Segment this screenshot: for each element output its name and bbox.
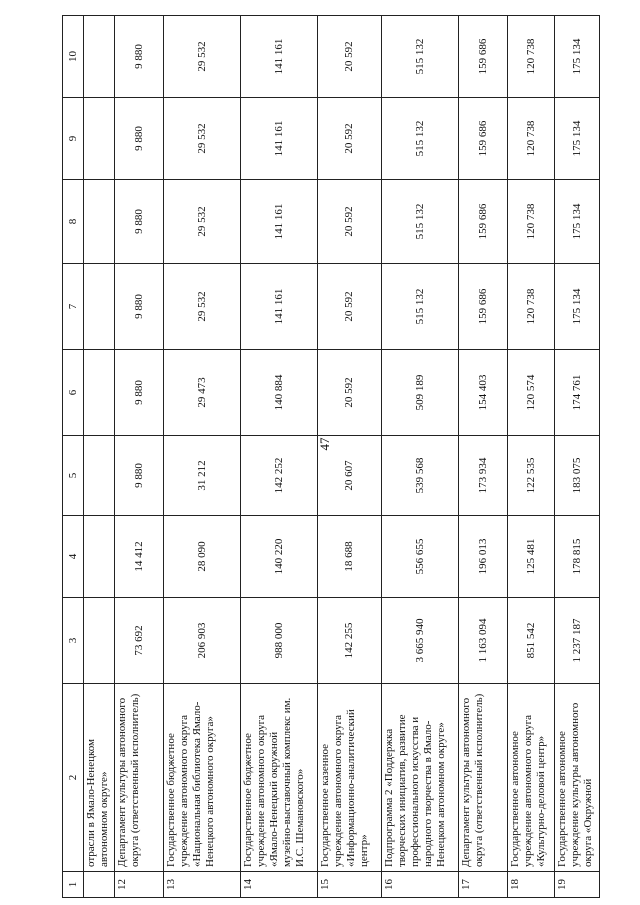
value-cell: 120 738 [508,98,555,180]
table-row [318,16,382,898]
value-cell: 175 134 [555,180,600,264]
row-number-cell: 18 [508,872,555,898]
value-cell: 556 655 [382,516,459,598]
header-cell: 4 [63,516,84,598]
value-cell: 159 686 [459,16,508,98]
value-cell: 140 220 [241,516,318,598]
table-row [84,16,115,898]
table-row [459,16,508,898]
table-row [382,16,459,898]
row-name-cell: отрасли в Ямало-Ненецком автономном округе» [84,684,115,872]
value-cell: 120 574 [508,350,555,436]
value-cell: 206 903 [164,598,241,684]
row-name-cell: Подпрограмма 2 «Поддержка творческих инициатив, развитие профессионального искусства и народного творчества в Ямало-Ненецком автономном округе» [382,684,459,872]
header-cell: 7 [63,264,84,350]
value-cell: 18 688 [318,516,382,598]
row-name-cell: Государственное автономное учреждение автономного округа «Культурно-деловой центр» [508,684,555,872]
row-number-cell: 19 [555,872,600,898]
budget-table [62,15,600,898]
value-cell: 9 880 [115,350,164,436]
value-cell: 141 161 [241,264,318,350]
value-cell: 3 665 940 [382,598,459,684]
value-cell: 120 738 [508,16,555,98]
value-cell: 9 880 [115,436,164,516]
value-cell: 20 592 [318,180,382,264]
value-cell: 159 686 [459,180,508,264]
row-number-cell: 14 [241,872,318,898]
row-number-cell [84,872,115,898]
value-cell: 28 090 [164,516,241,598]
row-name-cell: Государственное автономное учреждение культуры автономного округа «Окружной [555,684,600,872]
row-number-cell: 13 [164,872,241,898]
header-cell: 3 [63,598,84,684]
value-cell [84,16,115,98]
table-row [508,16,555,898]
value-cell: 31 212 [164,436,241,516]
row-number-cell: 16 [382,872,459,898]
row-name-cell: Государственное казенное учреждение автономного округа «Информационно-аналитический центр» [318,684,382,872]
value-cell: 120 738 [508,180,555,264]
value-cell: 175 134 [555,16,600,98]
table-row [115,16,164,898]
value-cell: 539 568 [382,436,459,516]
header-cell: 6 [63,350,84,436]
value-cell: 851 542 [508,598,555,684]
value-cell: 20 592 [318,264,382,350]
value-cell [84,598,115,684]
header-cell: 1 [63,872,84,898]
value-cell: 141 161 [241,180,318,264]
value-cell: 73 692 [115,598,164,684]
header-cell: 2 [63,684,84,872]
value-cell: 29 532 [164,16,241,98]
value-cell: 174 761 [555,350,600,436]
value-cell: 29 532 [164,264,241,350]
value-cell: 125 481 [508,516,555,598]
value-cell [84,350,115,436]
table-header-row [63,16,84,898]
value-cell: 29 532 [164,98,241,180]
value-cell: 142 252 [241,436,318,516]
value-cell: 183 075 [555,436,600,516]
header-cell: 5 [63,436,84,516]
row-number-cell: 17 [459,872,508,898]
value-cell: 9 880 [115,180,164,264]
value-cell: 159 686 [459,98,508,180]
row-name-cell: Государственное бюджетное учреждение автономного округа «Национальная библиотека Ямало-Ненецкого автономного округа» [164,684,241,872]
value-cell: 120 738 [508,264,555,350]
value-cell: 1 237 187 [555,598,600,684]
value-cell: 140 884 [241,350,318,436]
value-cell: 173 934 [459,436,508,516]
value-cell: 9 880 [115,264,164,350]
value-cell: 9 880 [115,98,164,180]
value-cell [84,436,115,516]
value-cell: 988 000 [241,598,318,684]
header-cell: 10 [63,16,84,98]
value-cell: 196 013 [459,516,508,598]
value-cell: 175 134 [555,98,600,180]
value-cell: 9 880 [115,16,164,98]
value-cell: 515 132 [382,180,459,264]
value-cell: 154 403 [459,350,508,436]
value-cell: 141 161 [241,16,318,98]
value-cell: 515 132 [382,98,459,180]
value-cell: 159 686 [459,264,508,350]
table-row [164,16,241,898]
value-cell: 14 412 [115,516,164,598]
value-cell: 20 592 [318,98,382,180]
value-cell [84,180,115,264]
row-number-cell: 15 [318,872,382,898]
value-cell [84,264,115,350]
row-number-cell: 12 [115,872,164,898]
rotated-table-container [62,16,600,898]
row-name-cell: Государственное бюджетное учреждение автономного округа «Ямало-Ненецкий окружной музейно-выставочный комплекс им. И.С. Шемановского» [241,684,318,872]
header-cell: 9 [63,98,84,180]
value-cell: 20 592 [318,350,382,436]
value-cell [84,98,115,180]
value-cell: 175 134 [555,264,600,350]
value-cell: 20 607 [318,436,382,516]
value-cell: 509 189 [382,350,459,436]
page-number: 47 [317,437,332,451]
row-name-cell: Департамент культуры автономного округа (ответственный исполнитель) [459,684,508,872]
value-cell [84,516,115,598]
row-name-cell: Департамент культуры автономного округа (ответственный исполнитель) [115,684,164,872]
table-row [555,16,600,898]
value-cell: 142 255 [318,598,382,684]
table-row [241,16,318,898]
value-cell: 515 132 [382,16,459,98]
value-cell: 29 473 [164,350,241,436]
value-cell: 1 163 094 [459,598,508,684]
header-cell: 8 [63,180,84,264]
value-cell: 122 535 [508,436,555,516]
value-cell: 20 592 [318,16,382,98]
value-cell: 515 132 [382,264,459,350]
value-cell: 29 532 [164,180,241,264]
value-cell: 141 161 [241,98,318,180]
value-cell: 178 815 [555,516,600,598]
